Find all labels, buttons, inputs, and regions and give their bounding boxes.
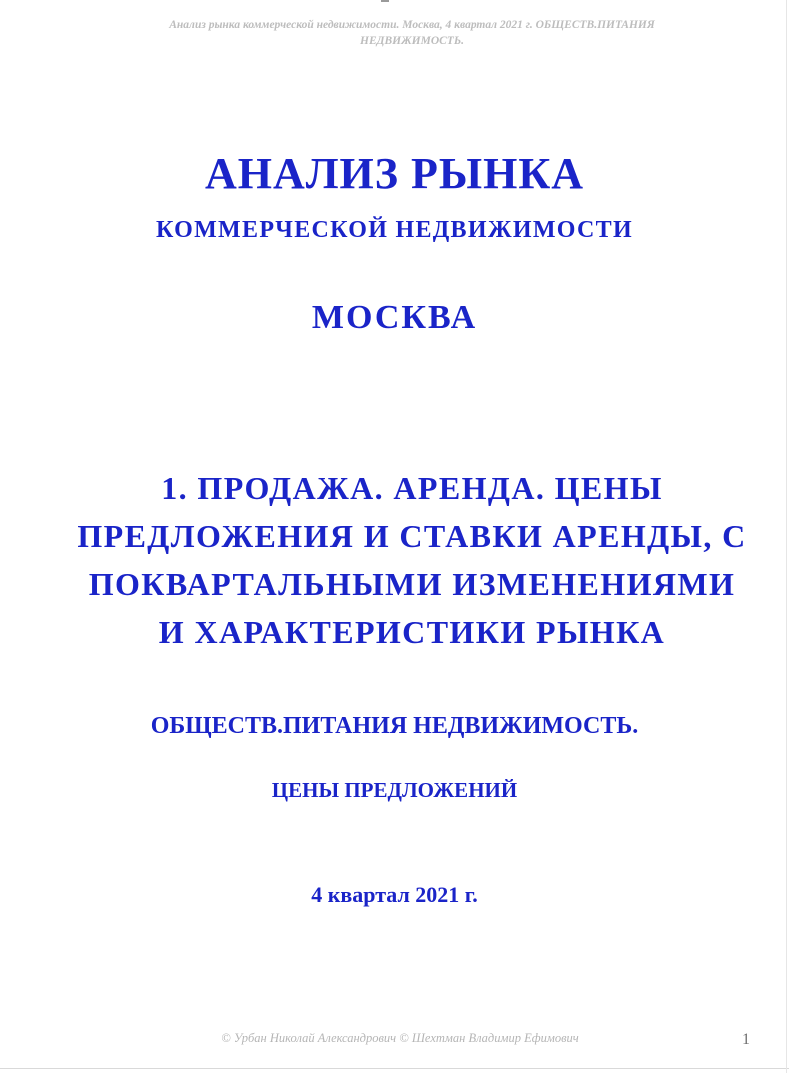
page-bottom-border [0,1068,789,1069]
section-heading-line-3: ПОКВАРТАЛЬНЫМИ ИЗМЕНЕНИЯМИ [88,566,736,602]
section-heading-line-4: И ХАРАКТЕРИСТИКИ РЫНКА [158,614,666,650]
running-header-line-2: НЕДВИЖИМОСТЬ. [360,35,464,47]
section-heading-line-1: 1. ПРОДАЖА. АРЕНДА. ЦЕНЫ [161,470,663,506]
page-number: 1 [742,1031,750,1048]
running-header [100,17,724,49]
city-title: МОСКВА [311,299,478,336]
segment-title: ОБЩЕСТВ.ПИТАНИЯ НЕДВИЖИМОСТЬ. [150,713,639,739]
page-right-border [786,0,787,1073]
section-heading [55,464,769,656]
main-title: АНАЛИЗ РЫНКА [205,149,584,198]
section-heading-line-2: ПРЕДЛОЖЕНИЯ И СТАВКИ АРЕНДЫ, С [77,518,747,554]
price-type-title: ЦЕНЫ ПРЕДЛОЖЕНИЙ [271,778,518,802]
footer-copyright: © Урбан Николай Александрович © Шехтман Владимир Ефимович [221,1031,579,1045]
running-header-line-1: Анализ рынка коммерческой недвижимости. Москва, 4 квартал 2021 г. ОБЩЕСТВ.ПИТАНИЯ [169,19,655,31]
main-subtitle: КОММЕРЧЕСКОЙ НЕДВИЖИМОСТИ [156,217,633,243]
period-label: 4 квартал 2021 г. [311,882,478,907]
top-page-mark [381,0,389,2]
